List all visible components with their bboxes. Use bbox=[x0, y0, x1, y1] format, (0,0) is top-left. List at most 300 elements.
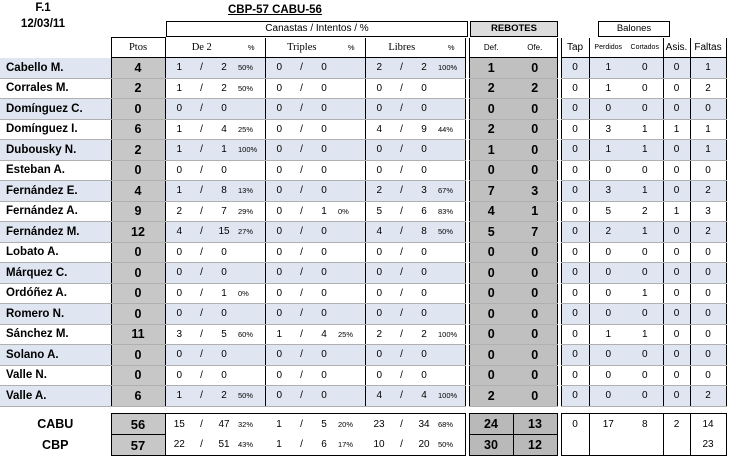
blocks-cell bbox=[561, 435, 589, 456]
triples-sep: / bbox=[293, 435, 310, 456]
points-cell: 56 bbox=[111, 414, 165, 435]
de2-sep: / bbox=[193, 140, 210, 161]
rebounds-ofe: 0 bbox=[513, 160, 557, 181]
rebounds-def: 1 bbox=[469, 58, 513, 79]
steals-cell: 0 bbox=[627, 263, 663, 284]
libres-attempts: 0 bbox=[410, 283, 438, 304]
triples-pct bbox=[338, 263, 365, 284]
blocks-cell: 0 bbox=[561, 119, 589, 140]
fouls-cell: 0 bbox=[690, 263, 726, 284]
de2-sep: / bbox=[193, 345, 210, 366]
libres-made: 2 bbox=[365, 58, 393, 79]
assists-cell: 0 bbox=[663, 140, 690, 161]
triples-pct bbox=[338, 242, 365, 263]
triples-sep: / bbox=[293, 304, 310, 325]
de2-pct bbox=[238, 99, 265, 120]
libres-attempts: 9 bbox=[410, 119, 438, 140]
player-name: Valle A. bbox=[0, 386, 111, 407]
rebounds-def: 0 bbox=[469, 242, 513, 263]
assists-cell: 1 bbox=[663, 201, 690, 222]
libres-sep: / bbox=[393, 345, 410, 366]
de2-made: 0 bbox=[165, 345, 193, 366]
libres-sep: / bbox=[393, 140, 410, 161]
de2-attempts: 51 bbox=[210, 435, 238, 456]
col-ofe: Ofe. bbox=[513, 38, 557, 58]
player-row bbox=[0, 222, 726, 243]
triples-pct bbox=[338, 345, 365, 366]
blocks-cell: 0 bbox=[561, 99, 589, 120]
libres-attempts: 0 bbox=[410, 242, 438, 263]
libres-made: 23 bbox=[365, 414, 393, 435]
col-de2: De 2 bbox=[165, 38, 238, 58]
triples-attempts: 0 bbox=[310, 160, 338, 181]
steals-cell: 1 bbox=[627, 119, 663, 140]
col-asis: Asis. bbox=[663, 38, 690, 58]
triples-sep: / bbox=[293, 414, 310, 435]
turnovers-cell: 3 bbox=[589, 181, 627, 202]
de2-pct: 32% bbox=[238, 414, 265, 435]
de2-made: 1 bbox=[165, 58, 193, 79]
libres-made: 10 bbox=[365, 435, 393, 456]
rebounds-ofe: 0 bbox=[513, 324, 557, 345]
rebounds-def: 0 bbox=[469, 304, 513, 325]
player-name: Romero N. bbox=[0, 304, 111, 325]
fouls-cell: 0 bbox=[690, 242, 726, 263]
de2-sep: / bbox=[193, 365, 210, 386]
triples-sep: / bbox=[293, 181, 310, 202]
fouls-cell: 0 bbox=[690, 324, 726, 345]
player-row bbox=[0, 386, 726, 407]
points-cell: 0 bbox=[111, 242, 165, 263]
libres-pct bbox=[438, 283, 465, 304]
rebounds-def: 24 bbox=[469, 414, 513, 435]
libres-made: 0 bbox=[365, 345, 393, 366]
triples-pct bbox=[338, 99, 365, 120]
points-cell: 6 bbox=[111, 119, 165, 140]
assists-cell: 0 bbox=[663, 181, 690, 202]
points-cell: 0 bbox=[111, 99, 165, 120]
points-cell: 4 bbox=[111, 181, 165, 202]
turnovers-cell: 1 bbox=[589, 58, 627, 79]
triples-sep: / bbox=[293, 160, 310, 181]
libres-made: 2 bbox=[365, 181, 393, 202]
triples-attempts: 0 bbox=[310, 283, 338, 304]
triples-pct bbox=[338, 140, 365, 161]
libres-made: 0 bbox=[365, 365, 393, 386]
points-cell: 12 bbox=[111, 222, 165, 243]
triples-made: 1 bbox=[265, 435, 293, 456]
blocks-cell: 0 bbox=[561, 304, 589, 325]
assists-cell: 0 bbox=[663, 99, 690, 120]
libres-attempts: 2 bbox=[410, 324, 438, 345]
libres-made: 0 bbox=[365, 140, 393, 161]
triples-pct: 25% bbox=[338, 324, 365, 345]
blocks-cell: 0 bbox=[561, 58, 589, 79]
libres-pct: 100% bbox=[438, 386, 465, 407]
rebounds-def: 30 bbox=[469, 435, 513, 456]
triples-sep: / bbox=[293, 345, 310, 366]
blocks-cell: 0 bbox=[561, 386, 589, 407]
col-faltas: Faltas bbox=[690, 38, 726, 58]
points-cell: 0 bbox=[111, 304, 165, 325]
de2-sep: / bbox=[193, 99, 210, 120]
triples-sep: / bbox=[293, 140, 310, 161]
rebounds-def: 0 bbox=[469, 263, 513, 284]
fouls-cell: 0 bbox=[690, 99, 726, 120]
libres-attempts: 20 bbox=[410, 435, 438, 456]
de2-attempts: 1 bbox=[210, 283, 238, 304]
blocks-cell: 0 bbox=[561, 324, 589, 345]
triples-sep: / bbox=[293, 324, 310, 345]
player-name: Corrales M. bbox=[0, 78, 111, 99]
de2-attempts: 15 bbox=[210, 222, 238, 243]
rebounds-def: 4 bbox=[469, 201, 513, 222]
libres-made: 4 bbox=[365, 119, 393, 140]
fouls-cell: 2 bbox=[690, 78, 726, 99]
libres-pct bbox=[438, 345, 465, 366]
steals-cell: 2 bbox=[627, 201, 663, 222]
blocks-cell: 0 bbox=[561, 345, 589, 366]
player-name: Domínguez C. bbox=[0, 99, 111, 120]
de2-pct bbox=[238, 242, 265, 263]
libres-attempts: 0 bbox=[410, 78, 438, 99]
rebounds-def: 0 bbox=[469, 345, 513, 366]
player-name: Lobato A. bbox=[0, 242, 111, 263]
steals-cell: 1 bbox=[627, 181, 663, 202]
libres-sep: / bbox=[393, 324, 410, 345]
libres-pct bbox=[438, 140, 465, 161]
de2-made: 0 bbox=[165, 283, 193, 304]
group-balones: Balones bbox=[598, 21, 670, 37]
match-date: 12/03/11 bbox=[20, 18, 66, 30]
de2-sep: / bbox=[193, 435, 210, 456]
de2-sep: / bbox=[193, 119, 210, 140]
triples-made: 0 bbox=[265, 181, 293, 202]
player-row bbox=[0, 78, 726, 99]
libres-sep: / bbox=[393, 283, 410, 304]
libres-attempts: 0 bbox=[410, 140, 438, 161]
libres-attempts: 3 bbox=[410, 181, 438, 202]
col-def: Def. bbox=[469, 38, 513, 58]
libres-made: 0 bbox=[365, 263, 393, 284]
libres-sep: / bbox=[393, 99, 410, 120]
de2-made: 0 bbox=[165, 263, 193, 284]
libres-pct: 83% bbox=[438, 201, 465, 222]
points-cell: 0 bbox=[111, 345, 165, 366]
de2-sep: / bbox=[193, 222, 210, 243]
de2-pct: 50% bbox=[238, 386, 265, 407]
player-name: Cabello M. bbox=[0, 58, 111, 79]
turnovers-cell: 2 bbox=[589, 222, 627, 243]
libres-pct bbox=[438, 99, 465, 120]
turnovers-cell: 5 bbox=[589, 201, 627, 222]
triples-attempts: 0 bbox=[310, 304, 338, 325]
triples-sep: / bbox=[293, 201, 310, 222]
libres-made: 0 bbox=[365, 99, 393, 120]
libres-pct: 50% bbox=[438, 222, 465, 243]
rebounds-def: 0 bbox=[469, 324, 513, 345]
player-name: Esteban A. bbox=[0, 160, 111, 181]
libres-sep: / bbox=[393, 242, 410, 263]
steals-cell: 8 bbox=[627, 414, 663, 435]
turnovers-cell: 1 bbox=[589, 140, 627, 161]
rebounds-ofe: 0 bbox=[513, 119, 557, 140]
player-row bbox=[0, 140, 726, 161]
de2-made: 1 bbox=[165, 386, 193, 407]
de2-sep: / bbox=[193, 242, 210, 263]
de2-made: 4 bbox=[165, 222, 193, 243]
triples-attempts: 0 bbox=[310, 345, 338, 366]
steals-cell: 1 bbox=[627, 324, 663, 345]
libres-sep: / bbox=[393, 201, 410, 222]
de2-attempts: 0 bbox=[210, 365, 238, 386]
col-libres: Libres bbox=[365, 38, 438, 58]
de2-made: 0 bbox=[165, 365, 193, 386]
libres-made: 4 bbox=[365, 386, 393, 407]
steals-cell: 0 bbox=[627, 386, 663, 407]
player-row bbox=[0, 160, 726, 181]
de2-sep: / bbox=[193, 160, 210, 181]
col-triples: Triples bbox=[265, 38, 338, 58]
de2-made: 0 bbox=[165, 304, 193, 325]
fouls-cell: 1 bbox=[690, 140, 726, 161]
libres-sep: / bbox=[393, 263, 410, 284]
steals-cell: 0 bbox=[627, 242, 663, 263]
rebounds-ofe: 12 bbox=[513, 435, 557, 456]
triples-made: 1 bbox=[265, 414, 293, 435]
points-cell: 9 bbox=[111, 201, 165, 222]
rebounds-ofe: 0 bbox=[513, 140, 557, 161]
rebounds-def: 0 bbox=[469, 160, 513, 181]
libres-made: 0 bbox=[365, 78, 393, 99]
libres-made: 0 bbox=[365, 283, 393, 304]
libres-sep: / bbox=[393, 78, 410, 99]
triples-sep: / bbox=[293, 386, 310, 407]
de2-sep: / bbox=[193, 324, 210, 345]
de2-attempts: 7 bbox=[210, 201, 238, 222]
blocks-cell: 0 bbox=[561, 78, 589, 99]
triples-attempts: 1 bbox=[310, 201, 338, 222]
de2-attempts: 2 bbox=[210, 58, 238, 79]
de2-attempts: 0 bbox=[210, 99, 238, 120]
de2-made: 0 bbox=[165, 99, 193, 120]
triples-made: 0 bbox=[265, 283, 293, 304]
points-cell: 0 bbox=[111, 263, 165, 284]
fouls-cell: 0 bbox=[690, 160, 726, 181]
turnovers-cell: 0 bbox=[589, 160, 627, 181]
libres-sep: / bbox=[393, 58, 410, 79]
player-name: Sánchez M. bbox=[0, 324, 111, 345]
steals-cell: 0 bbox=[627, 304, 663, 325]
libres-pct: 50% bbox=[438, 435, 465, 456]
triples-pct bbox=[338, 181, 365, 202]
libres-sep: / bbox=[393, 222, 410, 243]
libres-sep: / bbox=[393, 181, 410, 202]
blocks-cell: 0 bbox=[561, 365, 589, 386]
libres-made: 2 bbox=[365, 324, 393, 345]
player-name: Domínguez I. bbox=[0, 119, 111, 140]
player-row bbox=[0, 283, 726, 304]
triples-pct: 20% bbox=[338, 414, 365, 435]
rebounds-def: 1 bbox=[469, 140, 513, 161]
points-cell: 2 bbox=[111, 78, 165, 99]
blocks-cell: 0 bbox=[561, 181, 589, 202]
points-cell: 6 bbox=[111, 386, 165, 407]
de2-pct bbox=[238, 345, 265, 366]
player-row bbox=[0, 99, 726, 120]
libres-attempts: 8 bbox=[410, 222, 438, 243]
player-row bbox=[0, 242, 726, 263]
turnovers-cell: 0 bbox=[589, 99, 627, 120]
libres-sep: / bbox=[393, 304, 410, 325]
sheet-code: F.1 bbox=[35, 2, 51, 14]
libres-pct: 67% bbox=[438, 181, 465, 202]
rebounds-ofe: 13 bbox=[513, 414, 557, 435]
libres-made: 5 bbox=[365, 201, 393, 222]
points-cell: 0 bbox=[111, 365, 165, 386]
turnovers-cell: 0 bbox=[589, 386, 627, 407]
libres-sep: / bbox=[393, 435, 410, 456]
triples-attempts: 0 bbox=[310, 58, 338, 79]
libres-sep: / bbox=[393, 365, 410, 386]
triples-made: 0 bbox=[265, 78, 293, 99]
assists-cell: 0 bbox=[663, 242, 690, 263]
assists-cell: 0 bbox=[663, 365, 690, 386]
steals-cell: 0 bbox=[627, 78, 663, 99]
blocks-cell: 0 bbox=[561, 222, 589, 243]
points-cell: 11 bbox=[111, 324, 165, 345]
player-row bbox=[0, 263, 726, 284]
assists-cell: 0 bbox=[663, 304, 690, 325]
triples-sep: / bbox=[293, 263, 310, 284]
de2-pct: 50% bbox=[238, 58, 265, 79]
triples-sep: / bbox=[293, 222, 310, 243]
col-cortados: Cortados bbox=[627, 38, 663, 58]
rebounds-def: 2 bbox=[469, 386, 513, 407]
triples-made: 0 bbox=[265, 242, 293, 263]
triples-pct: 17% bbox=[338, 435, 365, 456]
libres-attempts: 2 bbox=[410, 58, 438, 79]
triples-sep: / bbox=[293, 365, 310, 386]
de2-attempts: 8 bbox=[210, 181, 238, 202]
fouls-cell: 23 bbox=[690, 435, 726, 456]
col-libres-pct: % bbox=[438, 38, 465, 58]
team-total-row bbox=[0, 435, 726, 456]
de2-made: 1 bbox=[165, 78, 193, 99]
rebounds-ofe: 0 bbox=[513, 345, 557, 366]
rebounds-ofe: 1 bbox=[513, 201, 557, 222]
libres-pct bbox=[438, 242, 465, 263]
libres-sep: / bbox=[393, 160, 410, 181]
rebounds-ofe: 0 bbox=[513, 58, 557, 79]
fouls-cell: 3 bbox=[690, 201, 726, 222]
de2-attempts: 0 bbox=[210, 160, 238, 181]
de2-made: 22 bbox=[165, 435, 193, 456]
triples-made: 0 bbox=[265, 345, 293, 366]
triples-attempts: 0 bbox=[310, 119, 338, 140]
fouls-cell: 2 bbox=[690, 181, 726, 202]
triples-attempts: 0 bbox=[310, 222, 338, 243]
steals-cell: 0 bbox=[627, 365, 663, 386]
assists-cell: 0 bbox=[663, 58, 690, 79]
triples-attempts: 0 bbox=[310, 365, 338, 386]
turnovers-cell: 3 bbox=[589, 119, 627, 140]
triples-pct bbox=[338, 283, 365, 304]
assists-cell: 0 bbox=[663, 283, 690, 304]
de2-attempts: 47 bbox=[210, 414, 238, 435]
fouls-cell: 1 bbox=[690, 58, 726, 79]
libres-made: 0 bbox=[365, 242, 393, 263]
de2-pct: 29% bbox=[238, 201, 265, 222]
libres-pct bbox=[438, 78, 465, 99]
triples-attempts: 0 bbox=[310, 263, 338, 284]
steals-cell: 1 bbox=[627, 222, 663, 243]
de2-made: 15 bbox=[165, 414, 193, 435]
de2-made: 3 bbox=[165, 324, 193, 345]
fouls-cell: 0 bbox=[690, 304, 726, 325]
blocks-cell: 0 bbox=[561, 283, 589, 304]
player-name: Márquez C. bbox=[0, 263, 111, 284]
triples-attempts: 0 bbox=[310, 140, 338, 161]
steals-cell: 1 bbox=[627, 283, 663, 304]
libres-sep: / bbox=[393, 119, 410, 140]
triples-attempts: 6 bbox=[310, 435, 338, 456]
assists-cell: 0 bbox=[663, 78, 690, 99]
libres-pct bbox=[438, 365, 465, 386]
player-row bbox=[0, 58, 726, 79]
rebounds-ofe: 0 bbox=[513, 304, 557, 325]
player-row bbox=[0, 201, 726, 222]
de2-attempts: 2 bbox=[210, 386, 238, 407]
rebounds-ofe: 7 bbox=[513, 222, 557, 243]
col-tap: Tap bbox=[561, 38, 589, 58]
rebounds-def: 0 bbox=[469, 99, 513, 120]
team-name: CABU bbox=[37, 417, 74, 431]
libres-sep: / bbox=[393, 414, 410, 435]
player-name: Ordóñez A. bbox=[0, 283, 111, 304]
de2-pct: 25% bbox=[238, 119, 265, 140]
de2-attempts: 0 bbox=[210, 242, 238, 263]
player-row bbox=[0, 324, 726, 345]
de2-sep: / bbox=[193, 263, 210, 284]
fouls-cell: 1 bbox=[690, 119, 726, 140]
triples-made: 0 bbox=[265, 58, 293, 79]
assists-cell: 1 bbox=[663, 119, 690, 140]
libres-attempts: 0 bbox=[410, 365, 438, 386]
libres-attempts: 0 bbox=[410, 263, 438, 284]
triples-made: 0 bbox=[265, 304, 293, 325]
rebounds-def: 5 bbox=[469, 222, 513, 243]
triples-pct bbox=[338, 58, 365, 79]
libres-pct: 44% bbox=[438, 119, 465, 140]
fouls-cell: 0 bbox=[690, 345, 726, 366]
triples-made: 0 bbox=[265, 222, 293, 243]
de2-pct: 50% bbox=[238, 78, 265, 99]
rebounds-ofe: 0 bbox=[513, 263, 557, 284]
group-rebotes: REBOTES bbox=[470, 21, 558, 37]
libres-attempts: 6 bbox=[410, 201, 438, 222]
points-cell: 0 bbox=[111, 283, 165, 304]
player-row bbox=[0, 304, 726, 325]
triples-pct bbox=[338, 386, 365, 407]
steals-cell: 0 bbox=[627, 99, 663, 120]
turnovers-cell: 0 bbox=[589, 283, 627, 304]
de2-sep: / bbox=[193, 181, 210, 202]
turnovers-cell: 0 bbox=[589, 345, 627, 366]
triples-sep: / bbox=[293, 119, 310, 140]
col-triples-pct: % bbox=[338, 38, 365, 58]
steals-cell: 0 bbox=[627, 345, 663, 366]
